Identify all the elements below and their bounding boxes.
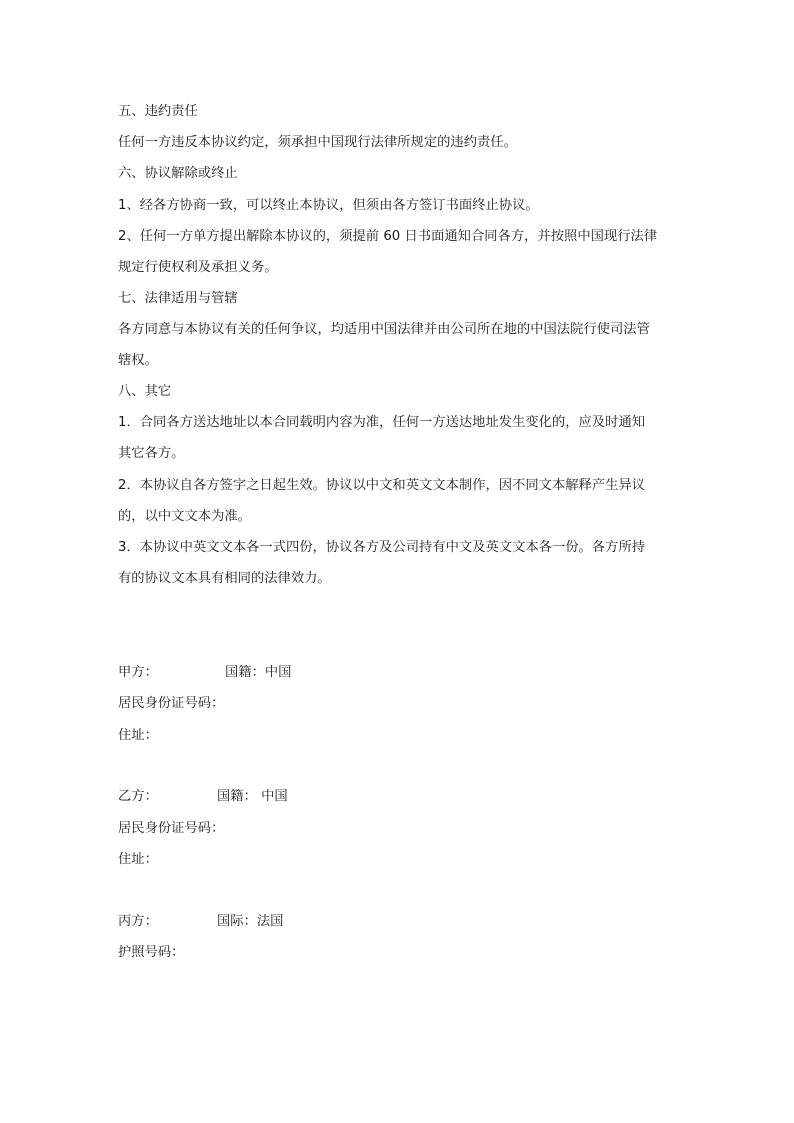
section-8-item-1-line-2: 其它各方。 [118,446,185,461]
party-c-row [118,913,518,931]
section-6-item-2-line-2: 规定行使权利及承担义务。 [118,260,278,275]
party-b-label: 乙方： [118,789,158,804]
section-8-item-3-line-2: 有的协议文本具有相同的法律效力。 [118,571,331,586]
document-page [118,0,678,1123]
section-7-heading: 七、法律适用与管辖 [118,291,238,306]
section-6-item-1: 1、经各方协商一致，可以终止本协议，但须由各方签订书面终止协议。 [118,198,539,213]
section-8-heading: 八、其它 [118,384,172,399]
section-6-item-2-line-1: 2、任何一方单方提出解除本协议的，须提前 60 日书面通知合同各方，并按照中国现行法律 [118,229,658,244]
party-b-row [118,788,518,806]
party-a-row [118,664,518,682]
party-c-nationality: 国际：法国 [217,914,284,929]
party-c-passport-label: 护照号码： [118,945,185,960]
section-5-heading: 五、违约责任 [118,104,198,119]
section-8-item-1-line-1: 1．合同各方送达地址以本合同载明内容为准，任何一方送达地址发生变化的，应及时通知 [118,415,646,430]
section-8-item-2-line-2: 的，以中文文本为准。 [118,509,251,524]
section-8-item-2-line-1: 2．本协议自各方签字之日起生效。协议以中文和英文文本制作，因不同文本解释产生异议 [118,478,646,493]
section-5-body: 任何一方违反本协议约定，须承担中国现行法律所规定的违约责任。 [118,135,517,150]
party-b-id-label: 居民身份证号码： [118,821,225,836]
section-7-body-line-1: 各方同意与本协议有关的任何争议，均适用中国法律并由公司所在地的中国法院行使司法管 [118,322,650,337]
party-a-label: 甲方： [118,665,158,680]
section-8-item-3-line-1: 3．本协议中英文文本各一式四份，协议各方及公司持有中文及英文文本各一份。各方所持 [118,540,646,555]
party-a-nationality: 国籍：中国 [225,665,292,680]
party-c-label: 丙方： [118,914,158,929]
section-6-heading: 六、协议解除或终止 [118,166,238,181]
party-a-address-label: 住址： [118,728,158,743]
party-b-nationality: 国籍： 中国 [217,789,288,804]
party-b-address-label: 住址： [118,852,158,867]
party-a-id-label: 居民身份证号码： [118,696,225,711]
section-7-body-line-2: 辖权。 [118,353,158,368]
